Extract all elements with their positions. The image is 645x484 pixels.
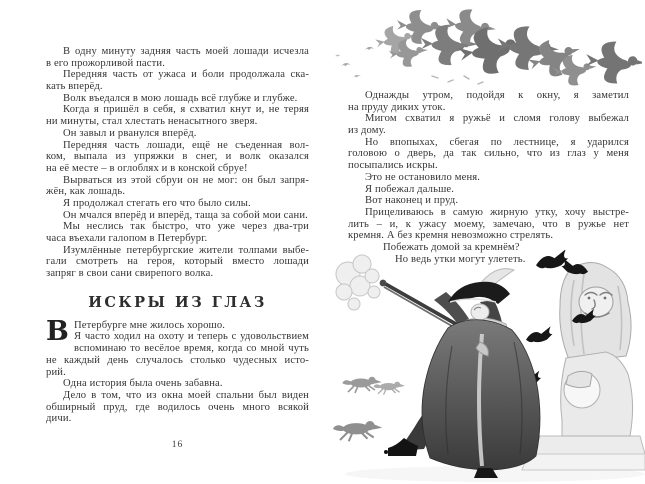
- page-number: 16: [171, 439, 184, 450]
- left-page: [46, 46, 309, 450]
- duck-feather-specks: [432, 76, 483, 84]
- text-line: Изумлённые петербургские жители толпами выбе-: [63, 244, 309, 256]
- text-line: Волк въедался в мою лошадь всё глубже и глубже.: [63, 92, 298, 104]
- left-page-text-top: [46, 46, 309, 280]
- drop-cap: В: [46, 315, 69, 347]
- text-line: вспоминаю то весёлое время, когда со мной чуть: [73, 343, 309, 355]
- text-line: ни минуты, стал хлестать ненасытного зверя.: [46, 116, 258, 128]
- text-line: Он завыл и рванулся вперёд.: [63, 127, 197, 139]
- hunter-illustration: [330, 250, 645, 484]
- text-line: Мы неслись так быстро, что уже через два-три: [63, 221, 309, 233]
- text-line: В одну минуту задняя часть моей лошади исчезла: [63, 46, 309, 57]
- left-page-text-bottom: [46, 315, 309, 425]
- text-line: на пруду диких уток.: [348, 101, 446, 113]
- text-line: кремня. А без кремня невозможно стрелять.: [348, 230, 554, 242]
- text-line: жён, как лошадь.: [46, 186, 126, 198]
- text-line: головою о дверь, да так сильно, что из глаз у меня: [348, 148, 629, 160]
- text-line: кать вперёд.: [46, 81, 103, 93]
- text-line: лить – и, к ужасу моему, замечаю, что в ружье нет: [348, 218, 629, 230]
- text-line: Но впопыхах, сбегая по лестнице, я ударился: [365, 136, 629, 148]
- text-line: на её месте – в оглоблях и в конской сбруе!: [46, 162, 248, 174]
- text-line: Побежать домой за кремнём?: [383, 241, 520, 253]
- text-line: Он мчался вперёд и вперёд, таща за собой мои сани.: [63, 209, 308, 221]
- text-line: Дело в том, что из окна моей спальни был виден: [63, 389, 309, 401]
- text-line: Передняя часть лошади, ещё не съеденная вол-: [63, 139, 309, 151]
- text-line: Мигом схватил я ружьё и сломя голову выбежал: [365, 113, 629, 125]
- text-line: Вот наконец и пруд.: [365, 195, 459, 207]
- text-line: Одна история была очень забавна.: [63, 378, 223, 390]
- text-line: ком, выпала из упряжки в снег, и волк оказался: [46, 151, 309, 163]
- text-line: обширный пруд, где водилось очень много всякой: [46, 401, 309, 413]
- text-line: рий.: [46, 366, 66, 378]
- text-line: Прицеливаюсь в самую жирную утку, хочу выстре-: [365, 206, 629, 218]
- text-line: Я побежал дальше.: [365, 183, 455, 195]
- text-line: в его прожорливой пасти.: [46, 57, 166, 69]
- text-line: Передняя часть от ужаса и боли продолжала ска-: [63, 69, 309, 81]
- ducks-illustration: [332, 6, 642, 90]
- chapter-heading: ИСКРЫ ИЗ ГЛАЗ: [88, 293, 267, 311]
- text-line: Это не остановило меня.: [365, 171, 481, 183]
- text-line: Когда я пришёл в себя, я схватил кнут и, не теряя: [63, 104, 309, 116]
- text-line: Однажды утром, подойдя к окну, я заметил: [365, 90, 629, 101]
- text-line: дичи.: [46, 413, 72, 425]
- text-line: гали смотреть на героя, который вместо лошади: [46, 256, 309, 268]
- running-dogs: [334, 377, 404, 441]
- right-page: [330, 0, 645, 484]
- text-line: Петербурге мне жилось хорошо.: [73, 319, 226, 331]
- text-line: посыпались искры.: [348, 160, 438, 172]
- right-page-text: [348, 90, 629, 265]
- text-line: часа въехали галопом в Петербург.: [46, 233, 208, 244]
- text-line: из дому.: [348, 125, 386, 137]
- text-line: не каждый день случалось столько чудесных исто-: [46, 354, 309, 366]
- stone-lion-statue: [522, 262, 645, 470]
- text-line: Но ведь утки могут улететь.: [395, 253, 526, 265]
- text-line: Я продолжал стегать его что было силы.: [63, 197, 251, 209]
- text-line: Я часто ходил на охоту и теперь с удовольствием: [73, 331, 309, 343]
- text-line: запряг в свои сани свирепого волка.: [46, 268, 214, 280]
- text-line: Вырваться из этой сбруи он не мог: он был запря-: [63, 174, 309, 186]
